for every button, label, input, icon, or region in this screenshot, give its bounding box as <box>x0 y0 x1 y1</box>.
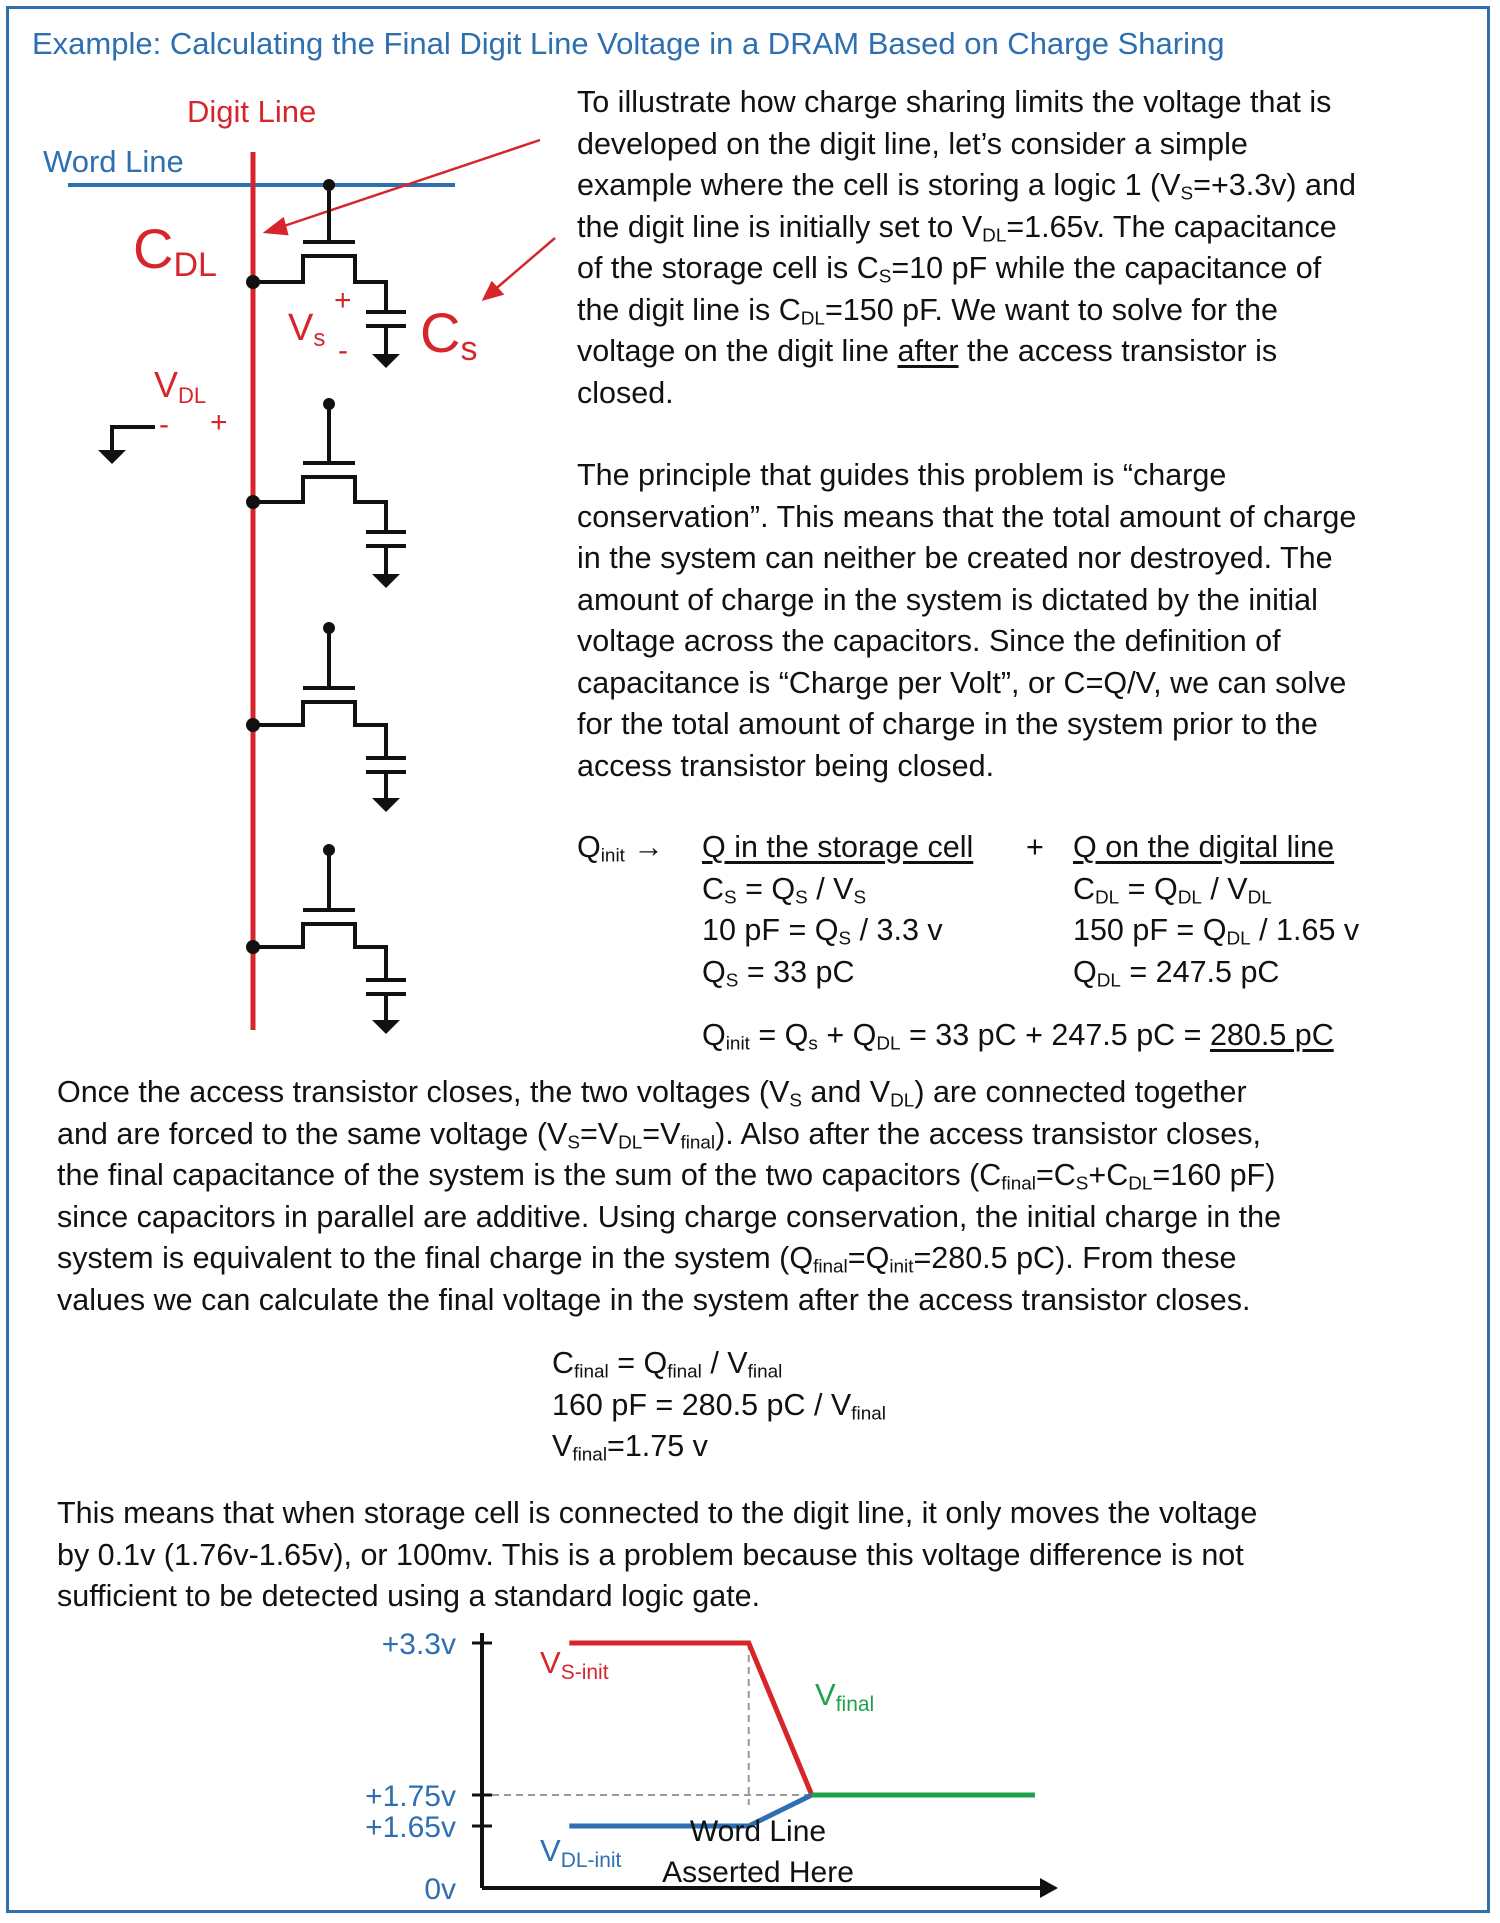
memory-cell-3 <box>246 622 406 812</box>
total-charge-equation: $Q_{init} = Q_s + Q_{DL} = 33$ pC + 247.5 pC = 280.5 pC <box>702 1018 1334 1055</box>
series-label-vs-init: VS-init <box>540 1645 609 1684</box>
vdl-minus: - <box>159 408 169 441</box>
dram-circuit-diagram <box>0 0 560 1060</box>
digital-line-column: Q on the digital line $C_{DL} = Q_{DL} / V_{DL}$ 150 pF = $Q_{DL} / 1.65$ v $Q_{DL} = 247.5$ pC <box>1073 830 1360 992</box>
cdl-label: CDL <box>133 217 217 284</box>
event-label-line2: Asserted Here <box>662 1856 854 1889</box>
qinit-label: $Q_{init}$ → <box>577 830 664 867</box>
vs-label: Vs <box>288 307 326 352</box>
vdl-ground-symbol <box>98 427 155 464</box>
x-axis-arrow <box>1040 1878 1058 1898</box>
vs-plus: + <box>334 284 352 317</box>
plus-sign: + <box>1026 830 1044 864</box>
memory-cell-4 <box>246 844 406 1034</box>
series-label-vfinal: Vfinal <box>815 1677 875 1716</box>
intro-paragraph: To illustrate how charge sharing limits the voltage that is developed on the digit line, let’s consider a simple example where the cell is storing a logic 1 $(V_S=+3.3v)$ and the digit line is initially set to $V_{DL}=1.65v$. The capacitance of the storage cell is $C_S=10$ pF while the capacitance of the digit line is $C_{DL}=150$ pF. We want to solve for the voltage on the digit line after the access transistor is closed. <box>577 85 1356 410</box>
y-tick-label: +1.65v <box>365 1811 456 1844</box>
y-tick-label: 0v <box>424 1873 456 1906</box>
vdl-plus: + <box>210 406 228 439</box>
charge-conservation-paragraph: Once the access transistor closes, the two voltages ($V_S$ and $V_{DL}$) are connected together and are forced to the same voltage $(V_S=V_{DL}=V_{final})$. Also after the access transistor closes, the final capacitance of the system is the sum of the two capacitors ($C_{final}=C_S+C_{DL}=160$ pF) since capacitors in parallel are additive. Using charge conservation, the initial charge in the system is equivalent to the final charge in the system ($Q_{final}=Q_{init}=280.5$ pC). From these values we can calculate the final voltage in the system after the access transistor closes. <box>57 1075 1282 1317</box>
memory-cell-2 <box>246 398 406 588</box>
event-label-line1: Word Line <box>689 1815 827 1848</box>
series-label-vdl-init: VDL-init <box>540 1833 622 1872</box>
storage-cell-column: Q in the storage cell $C_S = Q_S / V_S$ 10 pF = $Q_S / 3.3$ v $Q_S = 33$ pC <box>702 830 974 992</box>
word-line-label: Word Line <box>43 144 184 179</box>
page-title: Example: Calculating the Final Digit Line Voltage in a DRAM Based on Charge Sharing <box>32 26 1225 61</box>
final-voltage-equations: $C_{final} = Q_{final} / V_{final}$ 160 pF = 280.5 pC / $V_{final}$ $V_{final}=1.75$ v <box>552 1346 886 1466</box>
conclusion-paragraph: This means that when storage cell is connected to the digit line, it only moves the voltage by 0.1v (1.76v-1.65v), or 100mv. This is a problem because this voltage difference is not sufficient to be detected using a standard logic gate. <box>57 1496 1258 1613</box>
vdl-label: VDL <box>154 364 207 408</box>
annotation-arrows <box>266 140 555 299</box>
vs-minus: - <box>338 334 348 367</box>
principle-paragraph: The principle that guides this problem is “charge conservation”. This means that the total amount of charge in the system can neither be created nor destroyed. The amount of charge in the system is dictated by the initial voltage across the capacitors. Since the definition of capacitance is “Charge per Volt”, or C=Q/V, we can solve for the total amount of charge in the system prior to the access transistor being closed. <box>577 458 1357 783</box>
memory-cell-1 <box>246 179 406 368</box>
y-tick-label: +1.75v <box>365 1780 456 1813</box>
y-tick-label: +3.3v <box>381 1628 456 1661</box>
cs-label: Cs <box>420 301 478 368</box>
voltage-timing-chart <box>0 1615 1500 1915</box>
digit-line-label: Digit Line <box>187 94 317 129</box>
